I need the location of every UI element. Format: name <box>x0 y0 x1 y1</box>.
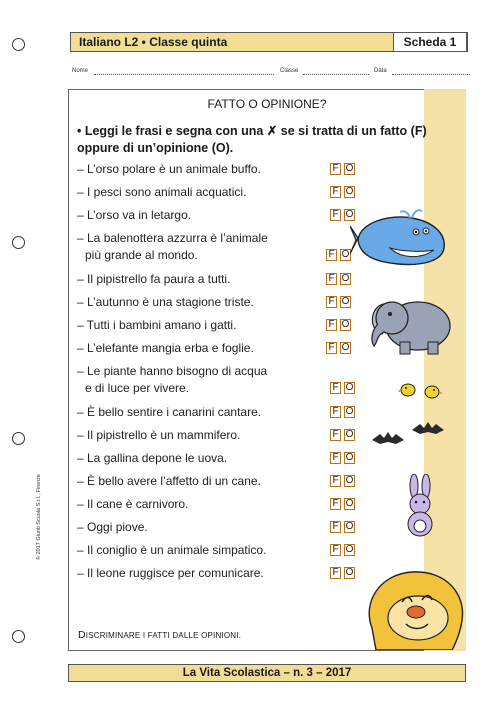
opinion-checkbox[interactable]: O <box>345 163 354 174</box>
publication-footer: La Vita Scolastica – n. 3 – 2017 <box>68 664 466 682</box>
whale-icon <box>350 208 450 270</box>
answer-boxes <box>330 452 355 464</box>
sentence-text: – I pesci sono animali acquatici. <box>77 185 247 199</box>
sentence-text: – Le piante hanno bisogno di acqua <box>77 364 268 378</box>
fact-checkbox[interactable]: F <box>326 342 337 354</box>
answer-boxes <box>326 342 351 354</box>
sheet-number: Scheda 1 <box>393 32 467 52</box>
opinion-checkbox[interactable]: O <box>345 567 354 578</box>
sentence-text: – Il cane è carnivoro. <box>77 497 189 511</box>
class-line <box>303 74 369 75</box>
answer-boxes <box>326 249 351 261</box>
name-line <box>94 74 274 75</box>
learning-objective: DISCRIMINARE I FATTI DALLE OPINIONI. <box>78 629 242 641</box>
answer-boxes <box>330 475 355 487</box>
answer-boxes <box>326 319 351 331</box>
fact-checkbox[interactable]: F <box>330 209 341 221</box>
sentence-text: – Tutti i bambini amano i gatti. <box>77 318 237 332</box>
bat-icon <box>370 420 446 456</box>
answer-boxes <box>330 429 355 441</box>
sentence-text: – L’elefante mangia erba e foglie. <box>77 341 254 355</box>
binder-hole <box>12 432 25 445</box>
answer-boxes <box>330 567 355 579</box>
sentence-text: – È bello sentire i canarini cantare. <box>77 405 262 419</box>
answer-boxes <box>326 296 351 308</box>
opinion-checkbox[interactable]: O <box>345 429 354 440</box>
fact-checkbox[interactable]: F <box>330 186 341 198</box>
sentence-text: – La balenottera azzurra è l’animale <box>77 231 268 245</box>
answer-boxes <box>330 498 355 510</box>
sentence-text: e di luce per vivere. <box>85 381 190 395</box>
opinion-checkbox[interactable]: O <box>345 498 354 509</box>
answer-boxes <box>326 273 351 285</box>
page-header <box>70 32 468 52</box>
sentence-text: – La gallina depone le uova. <box>77 451 228 465</box>
opinion-checkbox[interactable]: O <box>345 382 354 393</box>
opinion-checkbox[interactable]: O <box>345 521 354 532</box>
class-label: Classe <box>280 68 299 74</box>
opinion-checkbox[interactable]: O <box>341 342 350 353</box>
sentence-text: – L’orso va in letargo. <box>77 208 192 222</box>
sentence-text: – Il pipistrello è un mammifero. <box>77 428 241 442</box>
worksheet-title: FATTO O OPINIONE? <box>207 97 327 111</box>
binder-hole <box>12 630 25 643</box>
opinion-checkbox[interactable]: O <box>341 249 350 260</box>
fact-checkbox[interactable]: F <box>326 273 337 285</box>
fact-checkbox[interactable]: F <box>326 319 337 331</box>
sentence-text: – L’autunno è una stagione triste. <box>77 295 254 309</box>
fact-checkbox[interactable]: F <box>330 452 341 464</box>
fact-checkbox[interactable]: F <box>330 567 341 579</box>
fact-checkbox[interactable]: F <box>330 406 341 418</box>
sentence-text: – Il pipistrello fa paura a tutti. <box>77 272 231 286</box>
binder-hole <box>12 236 25 249</box>
date-label: Data <box>374 68 387 74</box>
date-line <box>392 74 470 75</box>
fact-checkbox[interactable]: F <box>330 498 341 510</box>
name-label: Nome <box>72 68 89 74</box>
opinion-checkbox[interactable]: O <box>345 475 354 486</box>
fact-checkbox[interactable]: F <box>330 475 341 487</box>
sentence-text: più grande al mondo. <box>85 248 198 262</box>
opinion-checkbox[interactable]: O <box>345 452 354 463</box>
lion-icon <box>362 566 466 650</box>
opinion-checkbox[interactable]: O <box>345 186 354 197</box>
sentence-text: – Oggi piove. <box>77 520 148 534</box>
opinion-checkbox[interactable]: O <box>345 209 354 220</box>
sentence-text: – È bello avere l’affetto di un cane. <box>77 474 261 488</box>
answer-boxes <box>330 186 355 198</box>
answer-boxes <box>330 521 355 533</box>
elephant-icon <box>364 290 456 356</box>
answer-boxes <box>330 406 355 418</box>
fact-checkbox[interactable]: F <box>326 249 337 261</box>
opinion-checkbox[interactable]: O <box>345 544 354 555</box>
instructions: • Leggi le frasi e segna con una ✗ se si tratta di un fatto (F) oppure di un’opinione (O). <box>77 124 427 155</box>
opinion-checkbox[interactable]: O <box>341 319 350 330</box>
header-title: Italiano L2 • Classe quinta <box>79 35 228 49</box>
sentence-text: – Il leone ruggisce per comunicare. <box>77 566 264 580</box>
answer-boxes <box>330 544 355 556</box>
answer-boxes <box>330 163 355 175</box>
copyright-note: © 2017 Giunti Scuola S.r.l., Firenze <box>36 474 42 560</box>
opinion-checkbox[interactable]: O <box>341 296 350 307</box>
sentence-text: – L’orso polare è un animale buffo. <box>77 162 261 176</box>
answer-boxes <box>330 382 355 394</box>
fact-checkbox[interactable]: F <box>326 296 337 308</box>
opinion-checkbox[interactable]: O <box>345 406 354 417</box>
canary-icon <box>398 378 444 404</box>
fact-checkbox[interactable]: F <box>330 544 341 556</box>
rabbit-icon <box>400 474 440 538</box>
binder-hole <box>12 38 25 51</box>
fact-checkbox[interactable]: F <box>330 163 341 175</box>
fact-checkbox[interactable]: F <box>330 429 341 441</box>
fact-checkbox[interactable]: F <box>330 382 341 394</box>
fact-checkbox[interactable]: F <box>330 521 341 533</box>
sentence-text: – Il coniglio è un animale simpatico. <box>77 543 267 557</box>
opinion-checkbox[interactable]: O <box>341 273 350 284</box>
